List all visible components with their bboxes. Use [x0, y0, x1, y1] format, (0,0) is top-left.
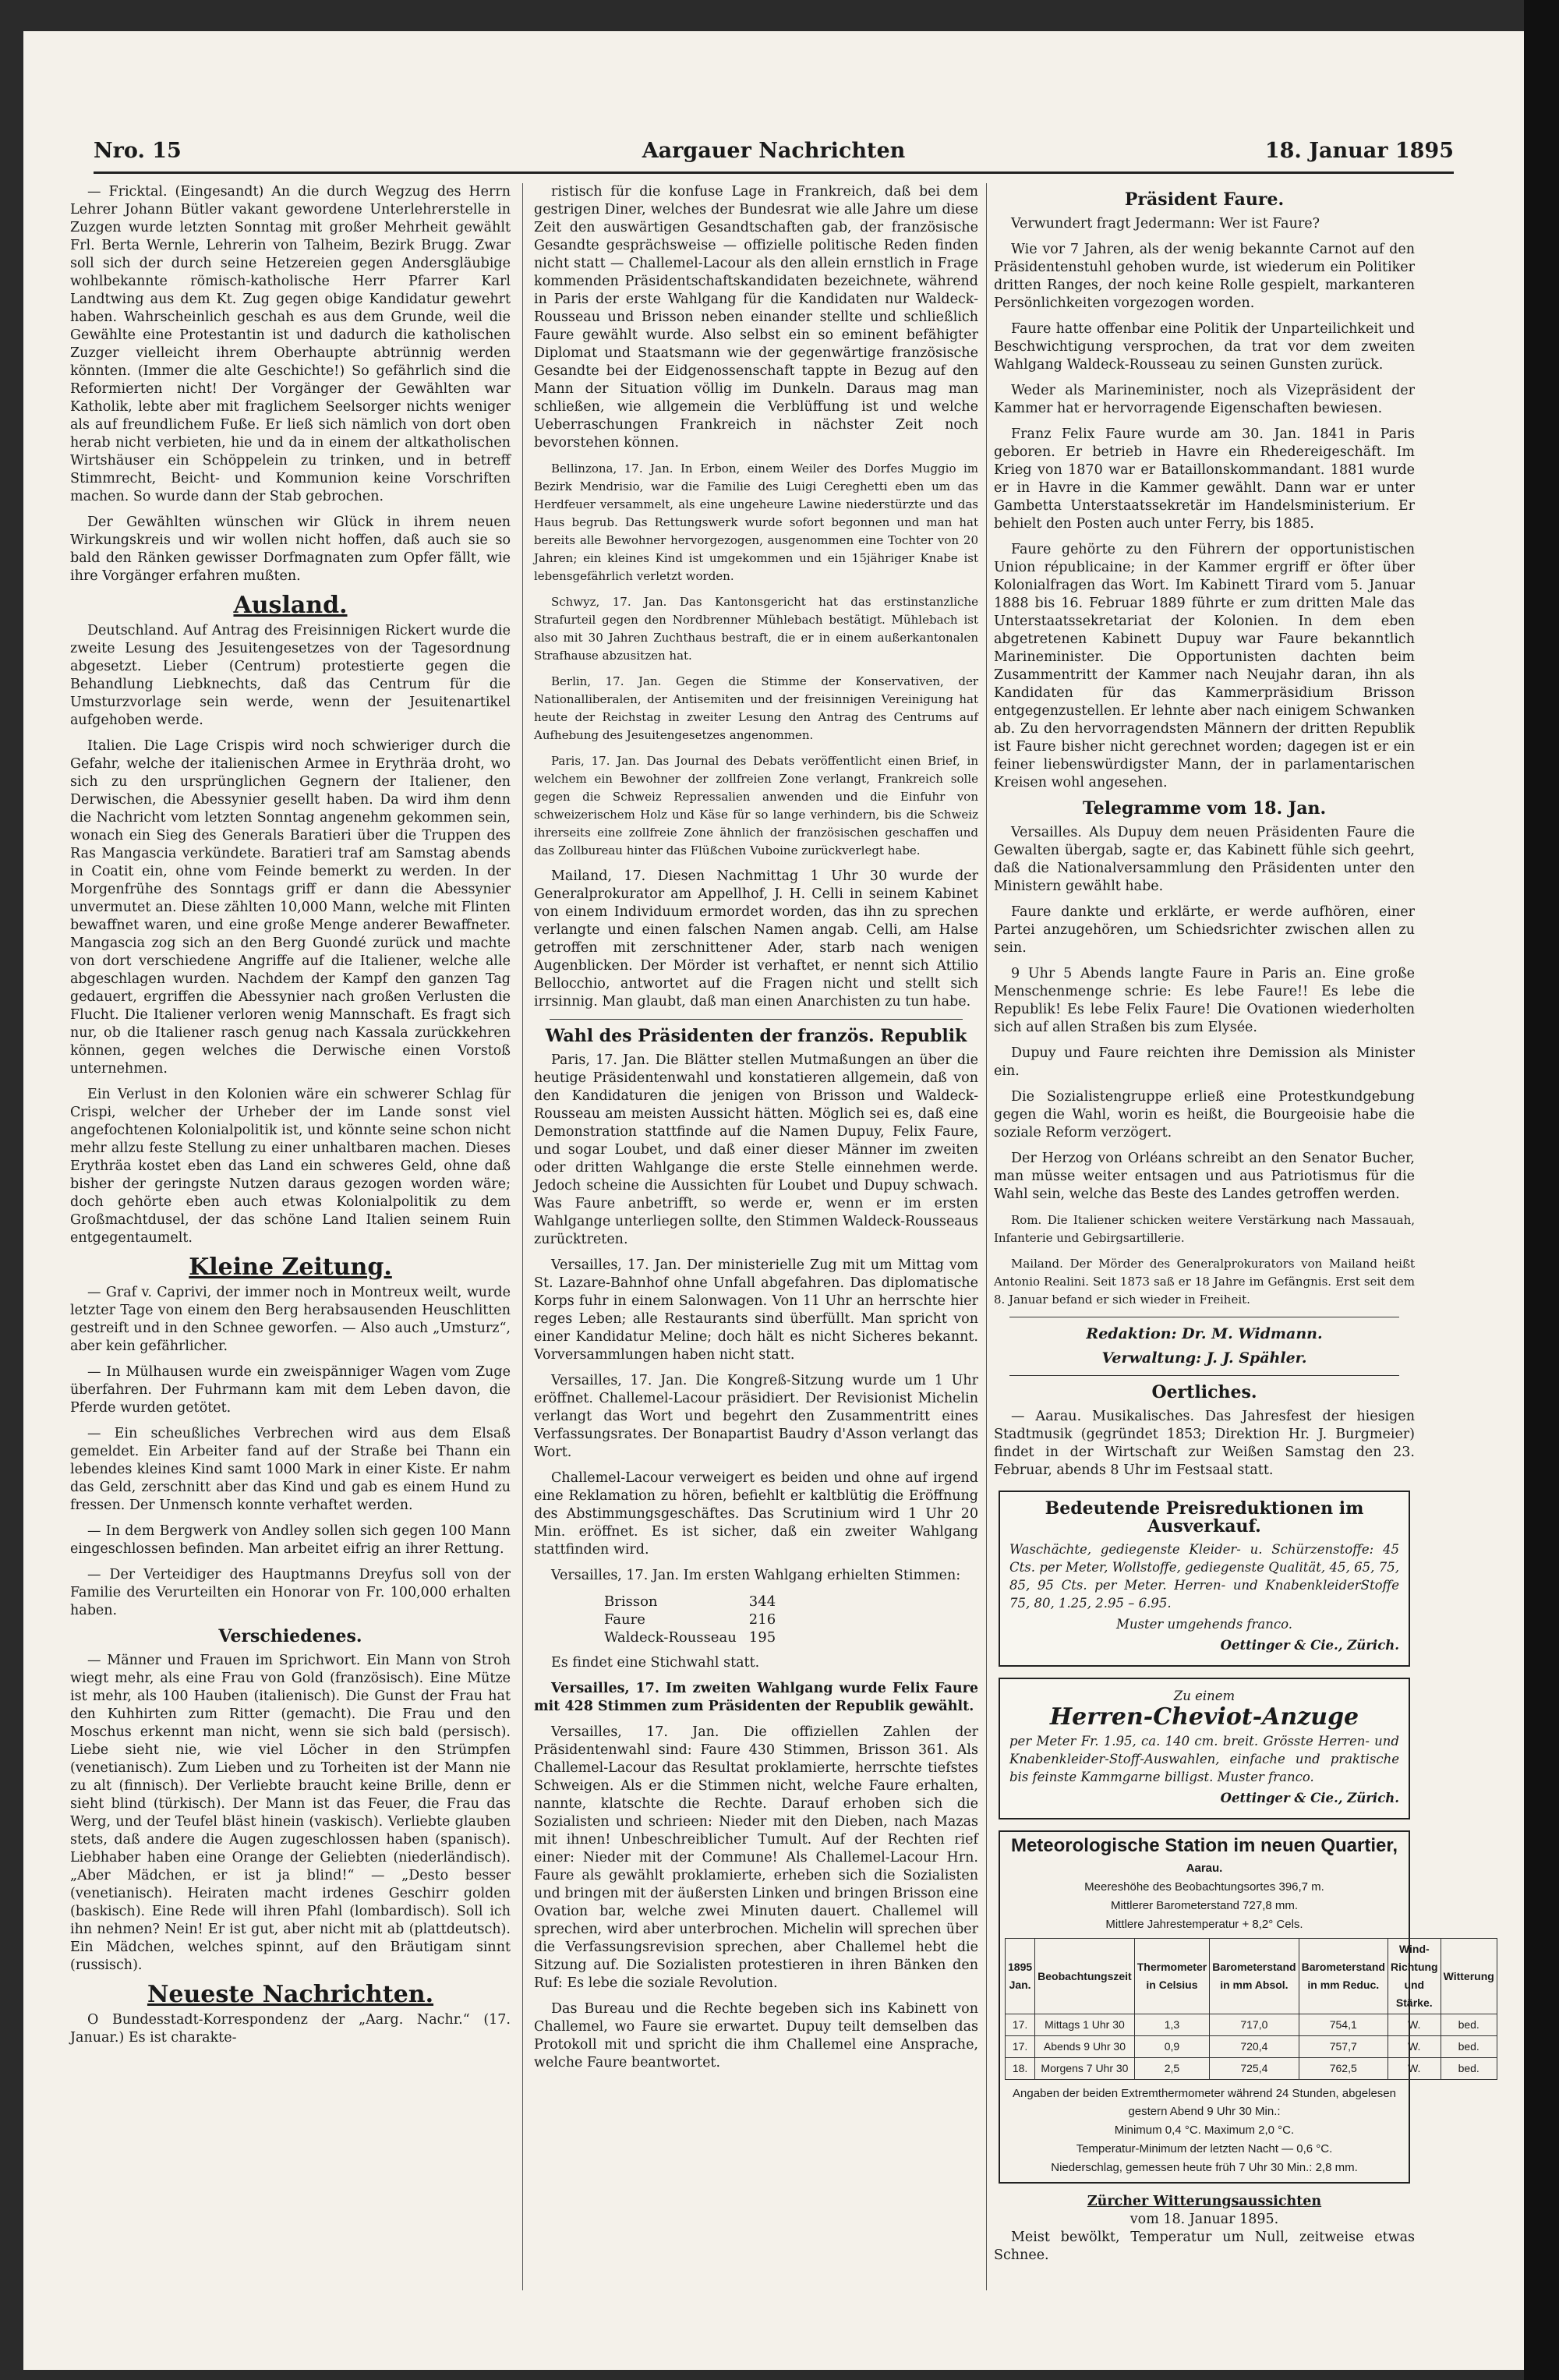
table-row: 18. Morgens 7 Uhr 30 2,5 725,4 762,5 W. bed. — [1006, 2058, 1497, 2080]
article-fricktal: — Fricktal. (Eingesandt) An die durch Wegzug des Herrn Lehrer Johann Bütler vakant gewordene Unterlehrerstelle in Zuzgen wurde letzten Sonntag mit großer Mehrheit gewählt Frl. Berta Wernle, Lehrerin von Talheim, Bezirk Brugg. Zwar soll sich der durch seine Hetzereien gegen Andersgläubige wohlbekannte römisch-katholische Herr Pfarrer Karl Landtwing aus dem Kt. Zug gegen obige Kandidatur gewehrt haben. Wahrscheinlich geschah es aus dem Grunde, weil die Gewählte eine Protestantin ist und dadurch die katholischen Zuzger vielleicht ihrem Oberhaupte abtrünnig werden könnten. (Immer die alte Geschichte!) So gefährlich sind die Reformierten nicht! Der Vorgänger der Gewählten war Katholik, lebte aber mit fraglichem Seelsorger nichts weniger als auf freundlichem Fuße. Er ließ sich nämlich von dort oben herab nicht verbieten, hie und da in einem der altkatholischen Wirtshäuser ein Schöppelein zu trinken, und in betreff Stimmrecht, Beicht- und Kommunion keine Vorschriften machen. So wurde dann der Stab gebrochen. — [70, 184, 511, 504]
news-item: — Der Verteidiger des Hauptmanns Dreyfus soll von der Familie des Verurteilten ein Honorar von Fr. 100,000 erhalten haben. — [70, 1567, 511, 1618]
vote-table — [604, 1593, 788, 1646]
page-header — [94, 133, 1454, 174]
article-stichwahl: Es findet eine Stichwahl statt. — [551, 1655, 760, 1671]
ad-intro: Zu einem — [1173, 1689, 1236, 1703]
newspaper-title: Aargauer Nachrichten — [642, 139, 906, 163]
weather-station-title: Meteorologische Station im neuen Quartier, — [1010, 1835, 1398, 1856]
section-praesident-faure: Präsident Faure. — [1124, 189, 1285, 210]
column-2 — [534, 183, 978, 2290]
telegram: Die Sozialistengruppe erließ eine Protestkundgebung gegen die Wahl, worin es heißt, die Bourgeoisie habe die soziale Reform verzögert. — [994, 1089, 1415, 1140]
weather-station-place: Aarau. — [1186, 1862, 1223, 1875]
telegram: Faure dankte und erklärte, er werde aufhören, einer Partei anzugehören, um Schiedsrichter zwischen allen zu sein. — [994, 904, 1415, 956]
telegram-mailand: Mailand. Der Mörder des Generalprokurators von Mailand heißt Antonio Realini. Seit 1873 saß er 18 Jahre im Gefängnis. Erst seit dem 8. Januar befand er sich wieder in Freiheit. — [994, 1257, 1415, 1307]
weather-extremes: Temperatur-Minimum der letzten Nacht — 0,6 °C. — [1076, 2142, 1333, 2155]
article-offizielle-zahlen: Versailles, 17. Jan. Die offiziellen Zahlen der Präsidentenwahl sind: Faure 430 Stimmen, Brisson 361. Als Challemel-Lacour das Resultat proklamierte, herrschte tiefstes Schweigen. Als er die Stimmen nicht, welche Faure erhalten, nannte, klatschte die Rechte. Darauf erhoben sich die Sozialisten und schrieen: Nieder mit den Dieben, nach Mazas mit ihnen! Unbeschreiblicher Tumult. Auf der Rechten rief einer: Nieder mit der Commune! Als Challemel-Lacour Hrn. Faure als gewählt proklamierte, erheben sich die Sozialisten und bringen mit der äußersten Linken und bringen Brisson eine Ovation bar, welche zwei Minuten dauert. Challemel will sprechen, wird aber unterbrochen. Michelin will sprechen über die Verfassungsrevision sprechen, aber Challemel hebt die Sitzung auf. Die Sozialisten protestieren in ihren Bänken den Ruf: Es lebe die soziale Revolution. — [534, 1724, 978, 1991]
paragraph: Verwundert fragt Jedermann: Wer ist Faure? — [1011, 216, 1320, 232]
ad-signature: Oettinger & Cie., Zürich. — [1220, 1638, 1399, 1653]
advertisement-ausverkauf — [999, 1491, 1410, 1667]
article-paris: Paris, 17. Jan. Das Journal des Debats veröffentlicht einen Brief, in welchem ein Bewohner der zollfreien Zone verlangt, Frankreich solle gegen die Schweiz Repressalien anwenden und die Einfuhr von schweizerischem Holz und Käse für so lange verhindern, bis die Schweiz ihrerseits eine zollfreie Zone ähnlich der französischen geschaffen und das Zollbureau hinter das Flüßchen Vuboine zurückverlegt habe. — [534, 754, 978, 858]
section-wahl: Wahl des Präsidenten der französ. Republik — [545, 1026, 967, 1046]
article-faure-gewaehlt: Versailles, 17. Im zweiten Wahlgang wurde Felix Faure mit 428 Stimmen zum Präsidenten der Republik gewählt. — [534, 1681, 978, 1714]
weather-extremes: Niederschlag, gemessen heute früh 7 Uhr 30 Min.: 2,8 mm. — [1051, 2161, 1358, 2174]
news-item: — In dem Bergwerk von Andley sollen sich gegen 100 Mann eingeschlossen befinden. Man arbeitet eifrig an ihrer Rettung. — [70, 1523, 511, 1557]
telegram-rom: Rom. Die Italiener schicken weitere Verstärkung nach Massauah, Infanterie und Gebirgsartillerie. — [994, 1213, 1415, 1245]
table-row: Faure 216 — [604, 1611, 776, 1628]
editor-line: Redaktion: Dr. M. Widmann. — [1086, 1325, 1323, 1342]
article-italien-verlust: Ein Verlust in den Kolonien wäre ein schwerer Schlag für Crispi, welcher der Urheber der im Lande sonst viel angefochtenen Kolonialpolitik ist, und könnte seine schon nicht mehr allzu feste Stellung zu einer unhaltbaren machen. Dieses Erythräa kostet eben das Land ein schweres Geld, ohne daß bisher der geringste Nutzen daraus gezogen worden wäre; doch gehörte eben auch etwas Kolonialpolitik zu dem Großmachtdusel, der das schöne Land Italien seinem Ruin entgegentaumelt. — [70, 1087, 511, 1246]
ad-signature: Oettinger & Cie., Zürich. — [1220, 1791, 1399, 1805]
article-deutschland: Deutschland. Auf Antrag des Freisinnigen Rickert wurde die zweite Lesung des Jesuitengesetzes von der Tagesordnung abgesetzt. Lieber (Centrum) protestierte gegen die Behandlung Liebknechts, daß das Centrum für die Umsturzvorlage sein werde, wenn der Jesuitenartikel aufgehoben werde. — [70, 623, 511, 728]
news-item: — Ein scheußliches Verbrechen wird aus dem Elsaß gemeldet. Ein Arbeiter fand auf der Straße bei Thann ein lebendes kleines Kind samt 1000 Mark in einer Kiste. Er nahm das Geld, zerschnitt aber das Kind und gab es einem Hund zu fressen. Der Unmensch konnte verhaftet werden. — [70, 1426, 511, 1513]
weather-extremes: Angaben der beiden Extremthermometer während 24 Stunden, abgelesen gestern Abend 9 Uhr 30 Min.: — [1013, 2087, 1396, 2118]
ad-text: Waschächte, gediegenste Kleider- u. Schürzenstoffe: 45 Cts. per Meter, Wollstoffe, gediegenste Qualität, 45, 65, 75, 85, 95 Cts. per Meter. Herren- und KnabenkleiderStoffe 75, 80, 1.25, 2.95 – 6.95. — [1009, 1542, 1399, 1611]
section-telegramme: Telegramme vom 18. Jan. — [1082, 798, 1327, 819]
table-row: 17. Mittags 1 Uhr 30 1,3 717,0 754,1 W. bed. — [1006, 2014, 1497, 2036]
issue-number: Nro. 15 — [94, 139, 182, 163]
article-wahl-zug: Versailles, 17. Jan. Der ministerielle Zug mit um Mittag vom St. Lazare-Bahnhof ohne Unfall abgefahren. Das diplomatische Korps fuhr in einem Salonwagen. Von 11 Uhr an herrschte hier reges Leben; alle Restaurants sind überfüllt. Man spricht von einer Kandidatur Meline; doch hält es nicht Sicheres bekannt. Vorversammlungen haben nicht statt. — [534, 1257, 978, 1363]
issue-date: 18. Januar 1895 — [1264, 139, 1454, 163]
article-berlin: Berlin, 17. Jan. Gegen die Stimme der Konservativen, der Nationalliberalen, der Antisemiten und der freisinnigen Vereinigung hat heute der Reichstag in zweiter Lesung den Antrag des Centrums auf Aufhebung des Jesuitengesetzes angenommen. — [534, 674, 978, 742]
paragraph: Faure hatte offenbar eine Politik der Unparteilichkeit und Beschwichtigung versprochen, da trat vor dem zweiten Wahlgang Waldeck-Rousseau zu seinen Gunsten zurück. — [994, 321, 1415, 373]
ad-title: Bedeutende Preisreduktionen im Ausverkauf. — [1045, 1498, 1364, 1537]
section-neueste-nachrichten: Neueste Nachrichten. — [147, 1981, 434, 2008]
article-bureau: Das Bureau und die Rechte begeben sich ins Kabinett von Challemel, wo Faure sie erwartet. Dupuy teilt demselben das Protokoll mit und spricht die ihm Challemel eine Ansprache, welche Faure beantwortet. — [534, 2001, 978, 2071]
article-bundesstadt-cont: ristisch für die konfuse Lage in Frankreich, daß bei dem gestrigen Diner, welches der Bundesrat wie alle Jahre um diese Zeit den auswärtigen Gesandtschaften gab, der französische Gesandte gesprächsweise — offizielle politische Reden finden nicht statt — Challemel-Lacour als den allein ernstlich in Frage kommenden Präsidentschaftskandidaten bezeichnete, während in Paris der erste Wahlgang für die Kandidaten nur Waldeck-Rousseau und Brisson neben einander stellte und schließlich Faure gewählt wurde. Also selbst ein so eminent befähigter Diplomat und Staatsmann wie der gegenwärtige französische Gesandte bei der Eidgenossenschaft tappte in Bezug auf den Mann der Situation völlig im Dunkeln. Daraus mag man schließen, wie allgemein die Verblüffung ist und welche Ueberraschungen Frankreich in nächster Zeit noch bevorstehen können. — [534, 184, 978, 451]
article-aarau: — Aarau. Musikalisches. Das Jahresfest der hiesigen Stadtmusik (gegründet 1853; Direktion Hr. J. Burgmeier) findet in der Wirtschaft zur Weißen Samstag den 23. Februar, abends 8 Uhr im Festsaal statt. — [994, 1409, 1415, 1478]
publisher-line: Verwaltung: J. J. Spähler. — [1101, 1349, 1307, 1367]
telegram: 9 Uhr 5 Abends langte Faure in Paris an. Eine große Menschenmenge schrie: Es lebe Faure!! Es lebe die Republik! Es lebe Felix Faure! Die Ovationen wiederholten sich auf allen Straßen bis zum Elysée. — [994, 966, 1415, 1035]
column-1 — [70, 183, 511, 2290]
column-3 — [994, 183, 1494, 2290]
paragraph: Wie vor 7 Jahren, als der wenig bekannte Carnot auf den Präsidentenstuhl gehoben wurde, ist wiederum ein Politiker dritten Ranges, der noch keine Rolle gespielt, markanteren Persönlichkeiten vorgezogen worden. — [994, 242, 1415, 311]
table-row: 17. Abends 9 Uhr 30 0,9 720,4 757,7 W. bed. — [1006, 2036, 1497, 2058]
paragraph: Franz Felix Faure wurde am 30. Jan. 1841 in Paris geboren. Er betrieb in Havre ein Rhedereigeschäft. Im Krieg von 1870 war er Bataillonskommandant. 1881 wurde er in Havre in die Kammer gewählt. Dann war er unter Gambetta Unterstaatssekretär im Handelsministerium. Er behielt den Posten auch unter Ferry, bis 1885. — [994, 426, 1415, 532]
section-oertliches: Oertliches. — [1151, 1382, 1257, 1402]
section-kleine-zeitung: Kleine Zeitung. — [189, 1254, 392, 1281]
weather-table — [1005, 1938, 1497, 2080]
article-bellinzona: Bellinzona, 17. Jan. In Erbon, einem Weiler des Dorfes Muggio im Bezirk Mendrisio, war die Familie des Luigi Cereghetti eben um das Herdfeuer versammelt, als eine ungeheure Lawine niederstürzte und das Haus begrub. Das Rettungswerk wurde sofort begonnen und man hat bereits alle Bewohner hervorgezogen, ausgenommen eine Tochter von 20 Jahren; ein kleines Kind ist umgekommen und ein 15jähriger Knabe ist lebensgefährlich verletzt worden. — [534, 462, 978, 583]
article-mailand: Mailand, 17. Diesen Nachmittag 1 Uhr 30 wurde der Generalprokurator am Appellhof, J. H. Celli in seinem Kabinet von einem Individuum ermordet worden, das ihn zu sprechen verlangte und einen falschen Namen angab. Celli, am Halse getroffen mit zerschnittener Ader, starb nach wenigen Augenblicken. Der Mörder ist verhaftet, er nennt sich Attilio Bellocchio, antwortet auf die Fragen nicht und stellt sich irrsinnig. Man glaubt, daß man einen Anarchisten zu tun habe. — [534, 868, 978, 1010]
ad-title: Herren-Cheviot-Anzuge — [1049, 1703, 1359, 1731]
weather-info: Mittlere Jahrestemperatur + 8,2° Cels. — [1105, 1918, 1303, 1931]
ad-note: Muster umgehends franco. — [1116, 1617, 1292, 1632]
divider — [1009, 1375, 1399, 1376]
forecast-text: Meist bewölkt, Temperatur um Null, zeitweise etwas Schnee. — [994, 2230, 1415, 2263]
article-wahl-ergebnis: Versailles, 17. Jan. Im ersten Wahlgang erhielten Stimmen: — [551, 1568, 961, 1583]
forecast-date: vom 18. Januar 1895. — [1129, 2212, 1279, 2227]
table-header-row: 1895 Jan. Beobachtungszeit Thermometer in Celsius Barometerstand in mm Absol. Barometerstand in mm Reduc. Wind-Richtung und Stärke. Witterung — [1006, 1939, 1497, 2014]
table-row: Waldeck-Rousseau 195 — [604, 1629, 776, 1646]
weather-info: Mittlerer Barometerstand 727,8 mm. — [1110, 1899, 1299, 1912]
advertisement-cheviot — [999, 1678, 1410, 1819]
table-row: Brisson 344 — [604, 1593, 776, 1610]
section-verschiedenes: Verschiedenes. — [218, 1626, 362, 1646]
news-item: — Graf v. Caprivi, der immer noch in Montreux weilt, wurde letzter Tage von einem den Berg herabsausenden Heuschlitten gestreift und in den Schnee geworfen. — Also auch „Umsturz“, aber kein gefährlicher. — [70, 1285, 511, 1354]
article-sprichwort: — Männer und Frauen im Sprichwort. Ein Mann von Stroh wiegt mehr, als eine Frau von Gold (französisch). Eine Mütze ist mehr, als 100 Hauben (italienisch). Die Gunst der Frau hat den Kuhhirten zum Ritter (gemacht). Die Frau und den Moschus erkennt man nicht, wenn sie sich bald (persisch). Liebe sieht nie, wie viel Löcher in den Strümpfen (venetianisch). Zum Lieben und zu Torheiten ist der Mann nie zu alt (finnisch). Der Verliebte braucht keine Brille, denn er sieht blind (türkisch). Der Mann ist das Feuer, die Frau das Werg, und der Teufel bläst hinein (vaskisch). Verliebte glauben stets, daß andere die Augen zugeschlossen haben (spanisch). Liebhaber haben eine Orange der Geliebten (niederländisch). „Aber Mädchen, er ist ja blind!“ — „Desto besser (venetianisch). Heiraten macht irdenes Geschirr golden (baskisch). Eine Rede will ihren Pfahl (lombardisch). Soll ich ihn nehmen? Nein! Er ist gut, aber nicht mit ab (plattdeutsch). Ein Mädchen, welches spinnt, auf den Bräutigam sinnt (russisch). — [70, 1653, 511, 1973]
article-fricktal-end: Der Gewählten wünschen wir Glück in ihrem neuen Wirkungskreis und wir wollen nicht hoffen, daß auch sie so bald den Ränken gewisser Dorfmagnaten zum Opfer fällt, wie ihre Vorgänger erfahren mußten. — [70, 515, 511, 584]
paragraph: Weder als Marineminister, noch als Vizepräsident der Kammer hat er hervorragende Eigenschaften bewiesen. — [994, 383, 1415, 416]
scan-edge — [1524, 0, 1559, 2380]
telegram: Versailles. Als Dupuy dem neuen Präsidenten Faure die Gewalten übergab, sagte er, das Kabinett fühle sich geehrt, daß die Nationalversammlung den Präsidenten unter den Ministern gewählt habe. — [994, 825, 1415, 894]
ad-text: per Meter Fr. 1.95, ca. 140 cm. breit. Grösste Herren- und Knabenkleider-Stoff-Auswahlen, einfache und praktische bis feinste Kammgarne billigst. Muster franco. — [1009, 1734, 1399, 1784]
weather-station-box — [999, 1830, 1494, 2184]
article-bundesstadt: O Bundesstadt-Korrespondenz der „Aarg. Nachr.“ (17. Januar.) Es ist charakte- — [70, 2012, 511, 2046]
weather-info: Meereshöhe des Beobachtungsortes 396,7 m. — [1084, 1880, 1324, 1894]
news-item: — In Mülhausen wurde ein zweispänniger Wagen vom Zuge überfahren. Der Fuhrmann kam mit dem Leben davon, die Pferde wurden getötet. — [70, 1364, 511, 1416]
article-wahl-scrutinium: Challemel-Lacour verweigert es beiden und ohne auf irgend eine Reklamation zu hören, befiehlt er kaltblütig die Eröffnung des Abstimmungsgeschäftes. Das Scrutinium wird 1 Uhr 20 Min. eröffnet. Es ist sicher, daß ein zweiter Wahlgang stattfinden wird. — [534, 1470, 978, 1558]
article-wahl-kongress: Versailles, 17. Jan. Die Kongreß-Sitzung wurde um 1 Uhr eröffnet. Challemel-Lacour präsidiert. Der Revisionist Michelin verlangt das Wort und begehrt den Zusammentritt eines Verfassungsrates. Der Bonapartist Baudry d'Asson verlangt das Wort. — [534, 1373, 978, 1460]
column-rule — [522, 183, 523, 2290]
article-schwyz: Schwyz, 17. Jan. Das Kantonsgericht hat das erstinstanzliche Strafurteil gegen den Nordbrenner Mühlebach bestätigt. Mühlebach ist also mit 30 Jahren Zuchthaus bestraft, die er in einem außerkantonalen Strafhause abzusitzen hat. — [534, 595, 978, 663]
telegram: Der Herzog von Orléans schreibt an den Senator Bucher, man müsse weiter entsagen und aus Patriotismus für die Wahl sein, welche das Beste des Landes getroffen werden. — [994, 1151, 1415, 1202]
forecast-title: Zürcher Witterungsaussichten — [1087, 2194, 1322, 2209]
paragraph: Faure gehörte zu den Führern der opportunistischen Union républicaine; in der Kammer ergriff er öfter über Kolonialfragen das Wort. Im Kabinett Tirard vom 5. Januar 1888 bis 16. Februar 1889 führte er zum dritten Male das Unterstaatssekretariat der Kolonien. In dem eben abgetretenen Kabinett Dupuy war Faure bekanntlich Marineminister. Die Opportunisten dachten beim Zusammentritt der Kammer nach Neujahr daran, ihn als Kandidaten für das Kammerpräsidium Brisson entgegenzustellen. Er lehnte aber nach einigem Schwanken ab. Zu den hervorragendsten Männern der dritten Republik ist Faure bisher nicht gerechnet worden; dagegen ist er ein feiner liebenswürdigster Mann, der in parlamentarischen Kreisen wohl angesehen. — [994, 542, 1415, 790]
article-wahl-paris: Paris, 17. Jan. Die Blätter stellen Mutmaßungen an über die heutige Präsidentenwahl und konstatieren allgemein, daß von den Kandidaturen die jenigen von Brisson und Waldeck-Rousseau am meisten Aussicht hätten. Möglich sei es, daß eine Demonstration stattfinde auf die Namen Dupuy, Felix Faure, und sogar Loubet, und daß einer dieser Männer im zweiten oder dritten Wahlgange die erste Stelle einnehmen werde. Jedoch scheine die Aussichten für Loubet und Dupuy schwach. Was Faure anbetrifft, so werde er, wenn er im ersten Wahlgange unterliegen sollte, den Stimmen Waldeck-Rousseaus zurücktreten. — [534, 1052, 978, 1247]
column-rule — [986, 183, 987, 2290]
article-italien: Italien. Die Lage Crispis wird noch schwieriger durch die Gefahr, welche der italienischen Armee in Erythräa droht, wo sich zu den ursprünglichen Gegnern der Italiener, den Derwischen, die Abessynier gesellt haben. Da wird ihm denn die Nachricht vom letzten Sonntag angenehm gekommen sein, wonach ein Sieg des Generals Baratieri über die Truppen des Ras Mangascia verkündete. Baratieri traf am Samstag abends in Coatit ein, ohne vom Feinde bemerkt zu werden. In der Morgenfrühe des Sonntags griff er dann die Abessynier unvermutet an. Diese zählten 10,000 Mann, welche mit Flinten bewaffnet waren, und eine große Menge anderer Bewaffneter. Mangascia zog sich an den Berg Guondé zurück und machte von dort verschiedene Angriffe auf die Italiener, welche alle abgeschlagen wurden. Nachdem der Kampf den ganzen Tag gedauert, ergriffen die Abessynier nach großen Verlusten die Flucht. Die Italiener verloren wenig Mannschaft. Es fragt sich nur, ob die Italiener rasch genug nach Kassala zurückkehren können, gegen welches die Derwische einen Vorstoß unternehmen. — [70, 738, 511, 1077]
weather-extremes: Minimum 0,4 °C. Maximum 2,0 °C. — [1114, 2124, 1295, 2137]
divider — [550, 1019, 963, 1020]
section-ausland: Ausland. — [233, 592, 348, 619]
telegram: Dupuy und Faure reichten ihre Demission als Minister ein. — [994, 1045, 1415, 1079]
